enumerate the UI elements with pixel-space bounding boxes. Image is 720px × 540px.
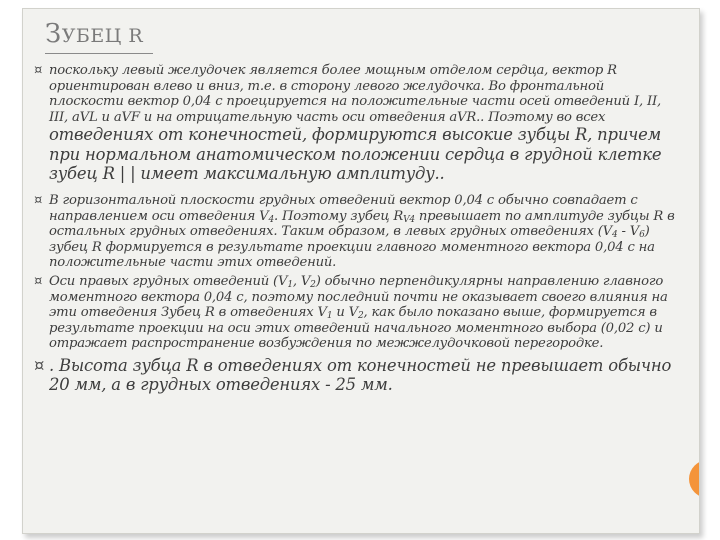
bullet-2-sub-4: 6 [639, 230, 645, 241]
bullet-2-text [49, 193, 675, 271]
bullet-3-seg-2: , V [292, 273, 311, 289]
bullet-1-text-large: отведениях от конечностей, формируются высокие зубцы R, причем при нормальном анатомическом положении сердца в грудной клетке зубец R | | имеет максимальную амплитуду.. [49, 125, 662, 183]
bullet-2-sub-1: 4 [268, 214, 274, 225]
title-underline [45, 53, 153, 54]
title-rest: УБЕЦ R [61, 25, 144, 47]
bullet-item-1 [35, 63, 675, 183]
spacer [35, 183, 675, 193]
bullet-3-sub-2: 2 [310, 279, 316, 290]
bullet-2-sub-2: V4 [403, 214, 415, 225]
bullet-2-seg-4: - V [617, 224, 640, 240]
bullet-1-text-small: поскольку левый желудочек является более мощным отделом сердца, вектор R ориентирован влево и вниз, т.е. в сторону левого желудочка. Во фронтальной плоскости вектор 0,04 с проецируется на положительные части осей отведений I, II, III, aVL и aVF и на отрицательную часть оси отведения aVR.. Поэтому во всех [49, 63, 661, 125]
bullet-marker: ¤ [34, 355, 45, 375]
bullet-marker: ¤ [34, 192, 43, 208]
slide-content [35, 63, 675, 394]
bullet-item-3 [35, 274, 675, 352]
bullet-3-sub-3: 1 [326, 311, 333, 322]
bullet-2-sub-3: 4 [612, 230, 618, 241]
bullet-item-4 [35, 356, 675, 394]
bullet-marker: ¤ [34, 273, 43, 289]
slide-panel [22, 8, 700, 534]
bullet-2-seg-2: . Поэтому зубец R [274, 208, 404, 224]
bullet-3-sub-1: 1 [287, 279, 293, 290]
bullet-4-text: . Высота зубца R в отведениях от конечностей не превышает обычно 20 мм, а в грудных отведениях - 25 мм. [49, 355, 672, 395]
bullet-2-seg-1: В горизонтальной плоскости грудных отведений вектор 0,04 с обычно совпадает с направлением оси отведения V [49, 192, 638, 224]
slide-title [45, 19, 143, 49]
bullet-3-sub-4: 2 [357, 311, 364, 322]
bullet-3-text [49, 274, 675, 352]
title-first-letter: З [45, 19, 62, 49]
bullet-3-seg-5: , как было показано выше, формируется в результате проекции на оси этих отведений начального моментного выбора (0,02 с) и отражает распространение возбуждения по межжелудочковой перегородке. [49, 305, 663, 352]
bullet-3-seg-1: Оси правых грудных отведений (V [49, 273, 288, 289]
bullet-3-seg-4: и V [332, 305, 358, 321]
accent-circle [689, 460, 700, 498]
bullet-3-seg-3: ) обычно перпендикулярны направлению главного моментного вектора 0,04 с, поэтому последний почти не оказывает своего влияния на эти отведения Зубец R в отведениях V [49, 273, 668, 321]
bullet-marker: ¤ [34, 63, 43, 78]
bullet-2-seg-3: превышает по амплитуде зубцы R в остальных грудных отведениях. Таким образом, в левых грудных отведениях (V [49, 208, 675, 240]
bullet-2-seg-5: ) зубец R формируется в результате проекции главного моментного вектора 0,04 с на положительные части этих отведений. [49, 224, 655, 271]
bullet-item-2 [35, 193, 675, 271]
